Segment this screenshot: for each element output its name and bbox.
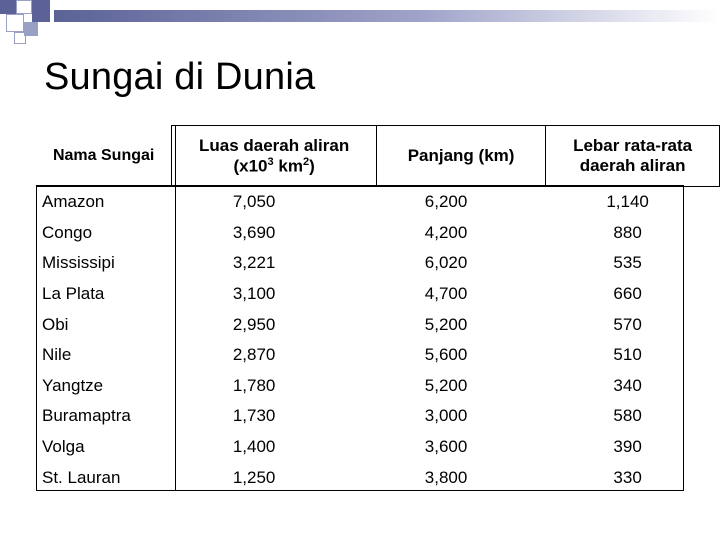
table-row xyxy=(36,401,720,432)
table-row xyxy=(36,218,720,249)
cell-river-name: Yangtze xyxy=(42,375,104,395)
table-body xyxy=(36,187,720,493)
cell-length: 5,200 xyxy=(424,375,468,395)
deco-square xyxy=(14,32,26,44)
cell-basin-area: 3,100 xyxy=(232,284,276,304)
page-title: Sungai di Dunia xyxy=(44,56,316,98)
cell-length: 6,020 xyxy=(424,253,468,273)
header-river-name: Nama Sungai xyxy=(52,146,155,164)
cell-river-name: Buramaptra xyxy=(42,406,131,426)
table-row xyxy=(36,371,720,402)
cell-basin-width: 340 xyxy=(613,375,642,395)
cell-basin-area: 7,050 xyxy=(232,192,276,212)
cell-length: 6,200 xyxy=(424,192,468,212)
header-basin-area-line1: Luas daerah aliran xyxy=(198,135,350,155)
cell-basin-area: 1,780 xyxy=(232,375,276,395)
header-basin-area-line2 xyxy=(172,156,376,177)
table-row xyxy=(36,340,720,371)
cell-river-name: Amazon xyxy=(42,192,105,212)
header-unit-square: 2 xyxy=(302,155,310,168)
cell-basin-width: 660 xyxy=(613,284,642,304)
cell-length: 3,000 xyxy=(424,406,468,426)
table-row xyxy=(36,309,720,340)
cell-basin-width: 880 xyxy=(613,222,642,242)
cell-basin-area: 2,950 xyxy=(232,314,276,334)
header-basin-width-line2: daerah aliran xyxy=(579,156,686,175)
slide-top-bar xyxy=(54,10,720,22)
table-row xyxy=(36,248,720,279)
cell-basin-area: 1,400 xyxy=(232,437,276,457)
cell-length: 5,600 xyxy=(424,345,468,365)
table-row xyxy=(36,279,720,310)
header-unit-km: km xyxy=(273,156,303,176)
header-basin-width-line1: Lebar rata-rata xyxy=(573,136,693,155)
cell-basin-width: 510 xyxy=(613,345,642,365)
header-basin-area xyxy=(172,126,377,187)
cell-basin-width: 570 xyxy=(613,314,642,334)
cell-river-name: La Plata xyxy=(42,284,105,304)
rivers-table xyxy=(36,125,720,493)
deco-square xyxy=(24,22,38,36)
cell-length: 4,700 xyxy=(424,284,468,304)
table-row xyxy=(36,432,720,463)
cell-length: 5,200 xyxy=(424,314,468,334)
cell-basin-area: 1,730 xyxy=(232,406,276,426)
cell-basin-area: 3,690 xyxy=(232,222,276,242)
cell-length: 3,800 xyxy=(424,467,468,487)
deco-square xyxy=(16,0,32,14)
deco-square xyxy=(6,14,24,32)
header-length: Panjang (km) xyxy=(376,126,545,187)
deco-square xyxy=(32,0,50,22)
header-unit-prefix: (x10 xyxy=(233,156,268,176)
cell-basin-area: 2,870 xyxy=(232,345,276,365)
header-basin-width xyxy=(546,126,720,187)
cell-basin-width: 535 xyxy=(613,253,642,273)
header-unit-close: ) xyxy=(309,156,315,176)
cell-river-name: Mississipi xyxy=(42,253,115,273)
cell-length: 4,200 xyxy=(424,222,468,242)
cell-river-name: Volga xyxy=(42,437,85,457)
table-row xyxy=(36,462,720,493)
cell-river-name: St. Lauran xyxy=(42,467,121,487)
table-row xyxy=(36,187,720,218)
deco-square xyxy=(0,0,16,14)
cell-basin-area: 1,250 xyxy=(232,467,276,487)
table-header-row xyxy=(36,126,720,187)
header-unit-exponent: 3 xyxy=(267,155,274,168)
cell-basin-width: 1,140 xyxy=(606,192,649,212)
cell-river-name: Congo xyxy=(42,222,93,242)
cell-river-name: Nile xyxy=(42,345,72,365)
cell-length: 3,600 xyxy=(424,437,468,457)
cell-basin-area: 3,221 xyxy=(232,253,276,273)
cell-basin-width: 330 xyxy=(613,467,642,487)
cell-basin-width: 580 xyxy=(613,406,642,426)
cell-river-name: Obi xyxy=(42,314,69,334)
cell-basin-width: 390 xyxy=(613,437,642,457)
